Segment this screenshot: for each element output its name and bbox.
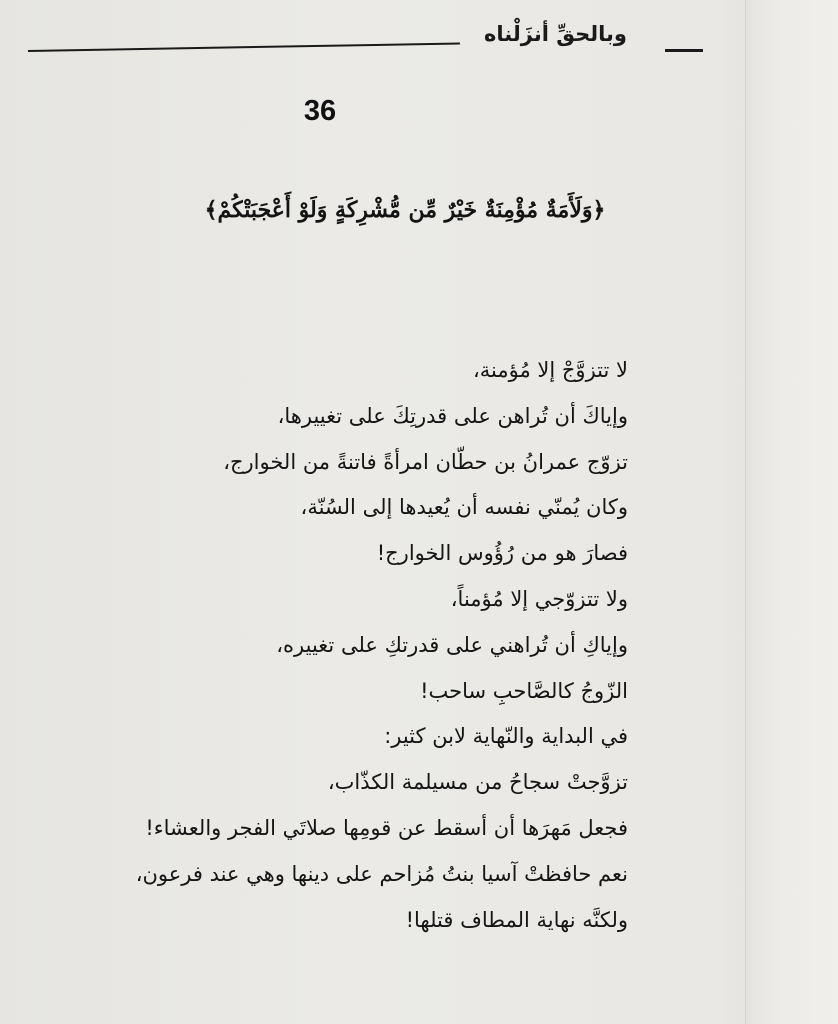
text-line: وإياكِ أن تُراهني على قدرتكِ على تغييره، xyxy=(276,632,628,657)
text-line: ولكنَّه نهاية المطاف قتلها! xyxy=(405,907,628,932)
text-line: وكان يُمنّي نفسه أن يُعيدها إلى السُنّة، xyxy=(300,495,628,520)
text-line: فجعل مَهرَها أن أسقط عن قومِها صلاتَي الفجر والعشاء! xyxy=(145,815,628,840)
text-line: فصارَ هو من رُؤُوس الخوارج! xyxy=(376,541,628,566)
text-line: في البداية والنّهاية لابن كثير: xyxy=(384,724,628,749)
text-line: تزوَّجتْ سجاحُ من مسيلمة الكذّاب، xyxy=(327,770,628,795)
header-rule xyxy=(28,42,460,52)
text-line: تزوّج عمرانُ بن حطّان امرأةً فاتنةً من الخوارج، xyxy=(223,449,628,474)
text-line: نعم حافظتْ آسيا بنتُ مُزاحم على دينها وهي عند فرعون، xyxy=(135,861,628,886)
body-text xyxy=(0,348,628,943)
text-line: ولا تتزوّجي إلا مُؤمناً، xyxy=(450,586,628,611)
chapter-number: 36 xyxy=(303,95,337,127)
quran-verse: ﴿وَلَأَمَةٌ مُؤْمِنَةٌ خَيْرٌ مِّن مُّشْرِكَةٍ وَلَوْ أَعْجَبَتْكُمْ﴾ xyxy=(204,197,606,223)
header-rule-short xyxy=(665,49,703,52)
text-line: لا تتزوَّجْ إلا مُؤمنة، xyxy=(473,358,628,382)
text-line: وإياكَ أن تُراهن على قدرتِكَ على تغييرها، xyxy=(277,403,628,428)
text-line: الزّوجُ كالصَّاحبِ ساحب! xyxy=(420,678,628,703)
page-edge xyxy=(745,0,838,1024)
running-title: وبالحقِّ أنزَلْناه xyxy=(484,22,627,46)
